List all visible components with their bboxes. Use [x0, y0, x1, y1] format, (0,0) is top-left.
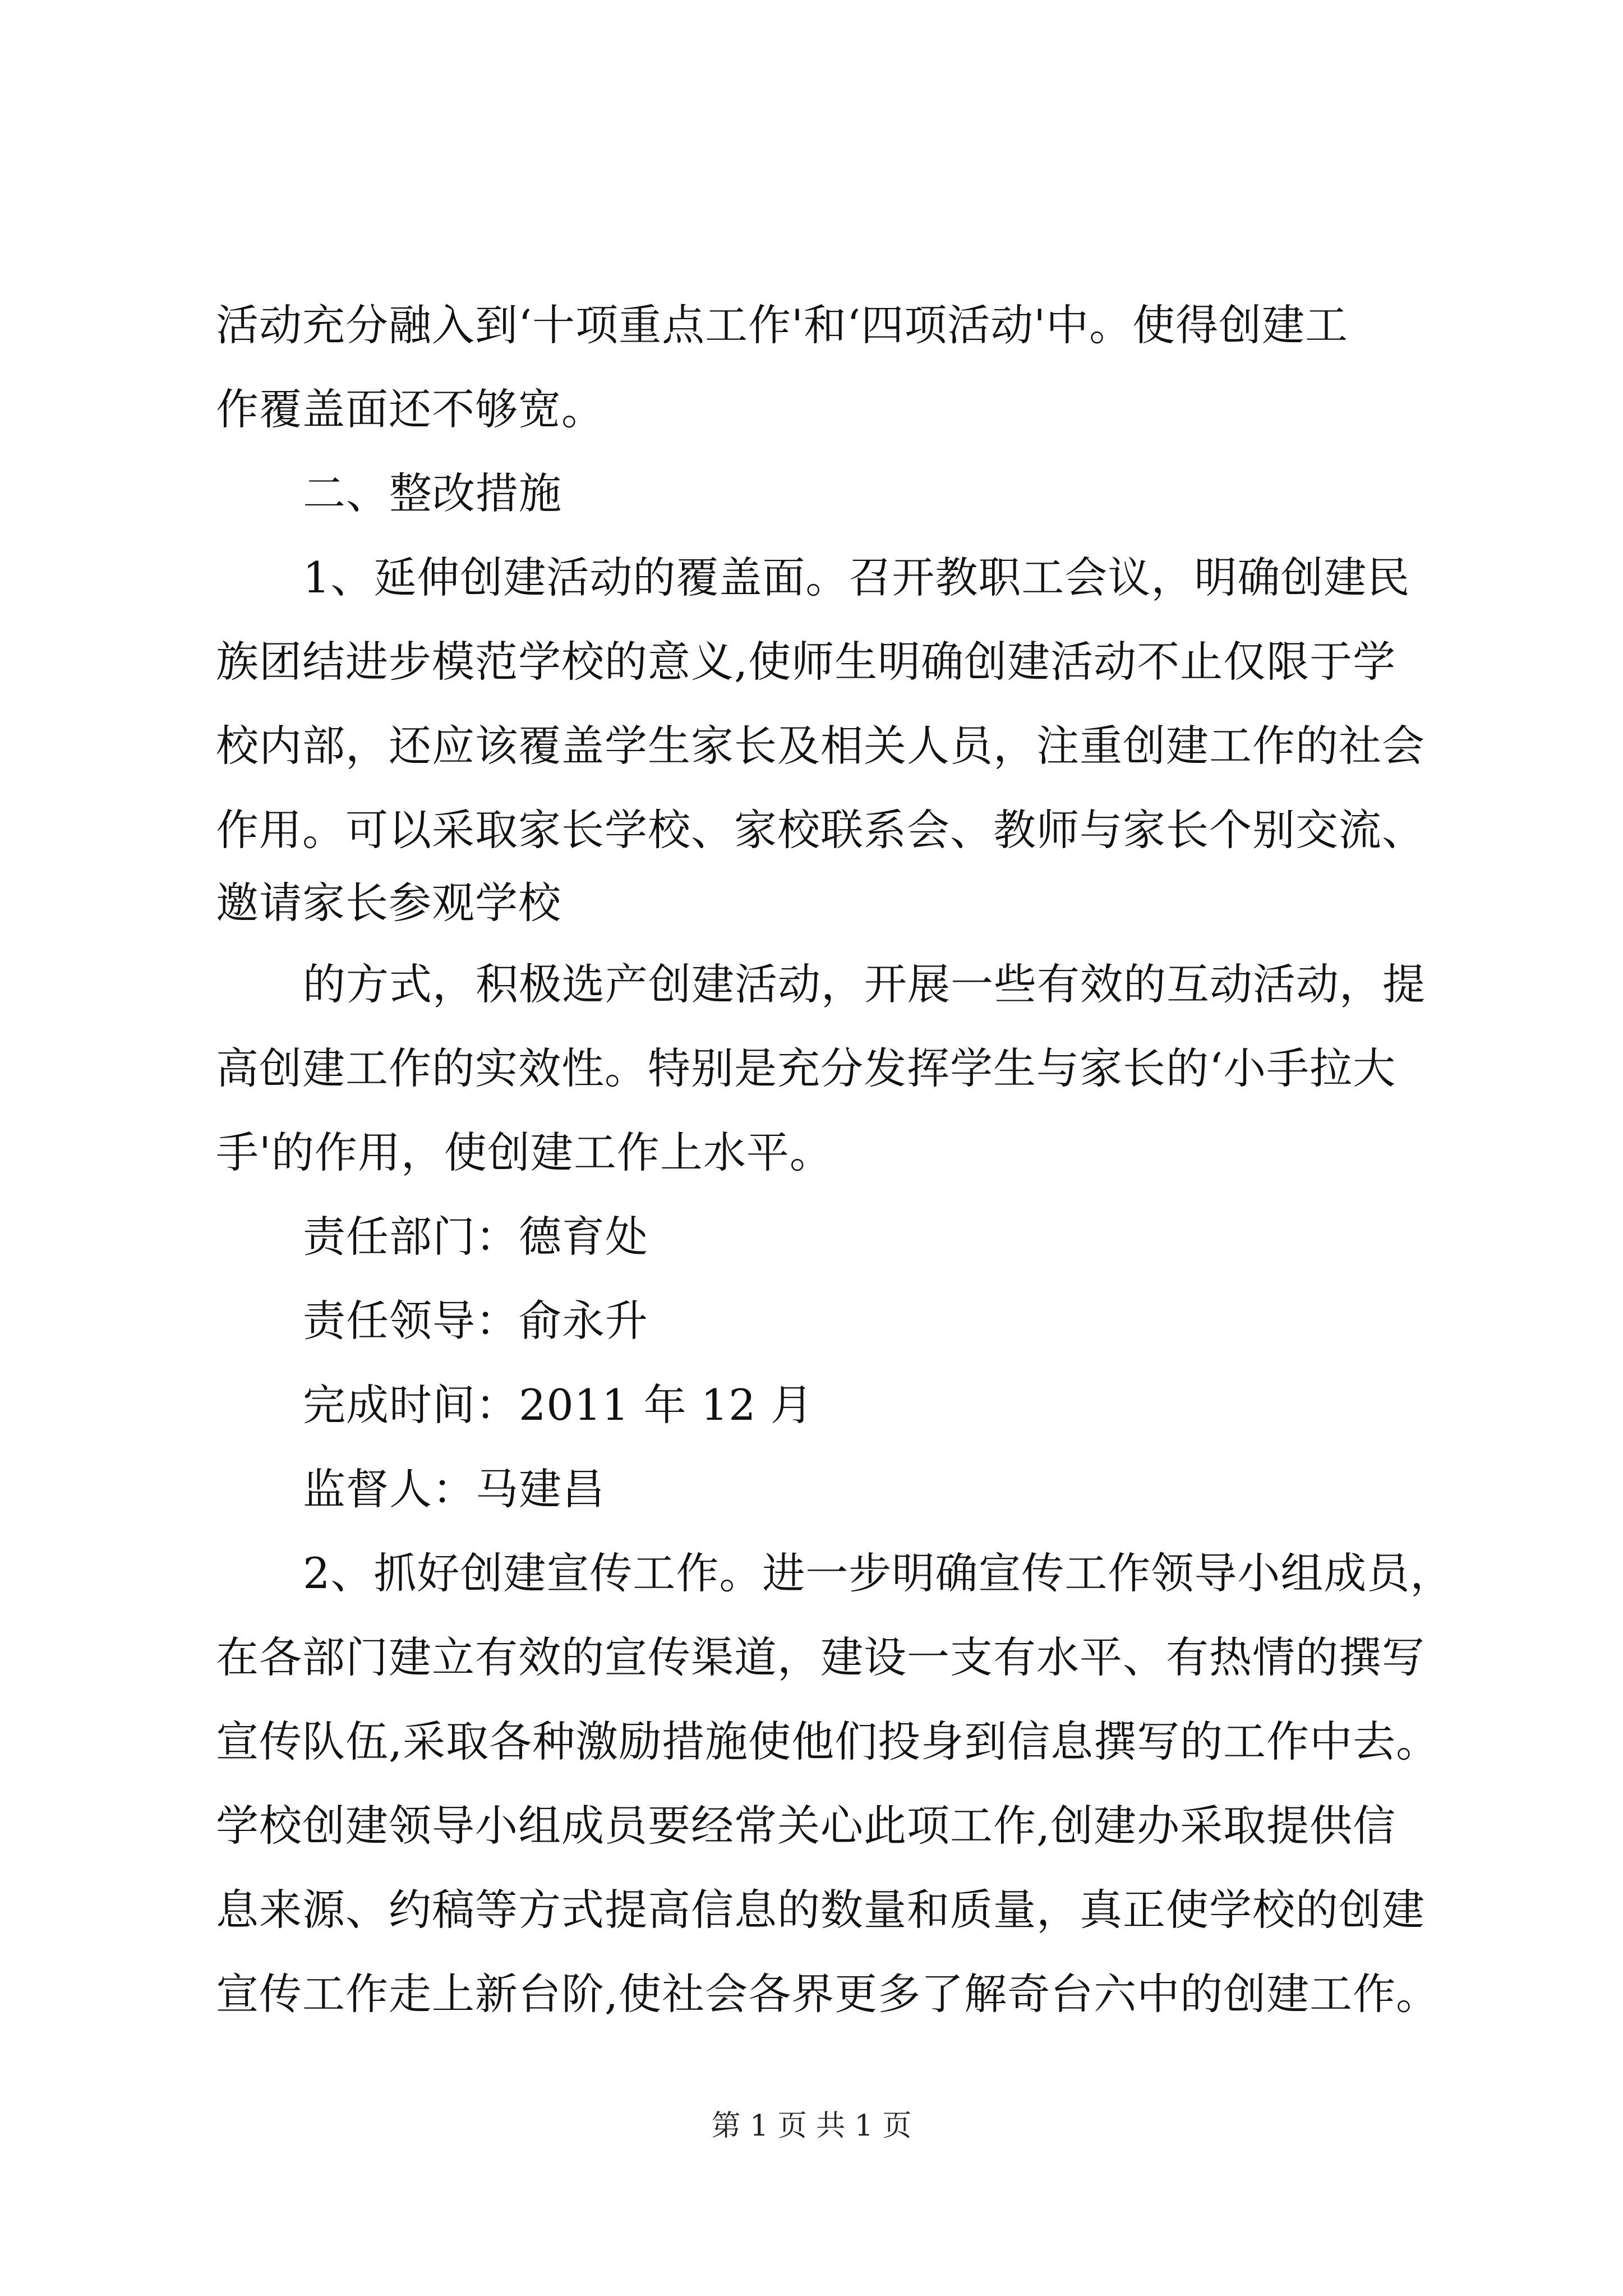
text-line-19: 学校创建领导小组成员要经常关心此项工作,创建办采取提供信 [216, 1801, 1396, 1851]
section-heading: 二、整改措施 [303, 468, 562, 518]
text-line-17: 在各部门建立有效的宣传渠道，建设一支有水平、有热情的撰写 [216, 1632, 1425, 1682]
responsible-leader: 责任领导：俞永升 [303, 1296, 648, 1346]
completion-time: 完成时间：2011 年 12 月 [303, 1380, 814, 1430]
text-line-4: 1、延伸创建活动的覆盖面。召开教职工会议，明确创建民 [303, 553, 1410, 602]
text-line-10: 高创建工作的实效性。特别是充分发挥学生与家长的‘小手拉大 [216, 1043, 1396, 1093]
text-line-1: 活动充分融入到‘十项重点工作'和‘四项活动'中。使得创建工 [216, 300, 1349, 350]
text-line-9: 的方式，积极选产创建活动，开展一些有效的互动活动，提 [303, 959, 1426, 1009]
text-line-20: 息来源、约稿等方式提高信息的数量和质量，真正使学校的创建 [216, 1885, 1425, 1935]
text-line-18: 宣传队伍,采取各种激励措施使他们投身到信息撰写的工作中去。 [216, 1717, 1440, 1766]
text-line-11: 手'的作用，使创建工作上水平。 [216, 1128, 833, 1177]
text-line-8: 邀请家长参观学校 [216, 878, 561, 928]
page-footer: 第 1 页 共 1 页 [711, 2109, 912, 2143]
text-line-16: 2、抓好创建宣传工作。进一步明确宣传工作领导小组成员， [303, 1548, 1454, 1598]
responsible-department: 责任部门：德育处 [303, 1212, 648, 1262]
text-line-5: 族团结进步模范学校的意义,使师生明确创建活动不止仅限于学 [216, 637, 1396, 687]
text-line-21: 宣传工作走上新台阶,使社会各界更多了解奇台六中的创建工作。 [216, 1969, 1440, 2019]
supervisor: 监督人：马建昌 [303, 1464, 605, 1514]
text-line-7: 作用。可以采取家长学校、家校联系会、教师与家长个别交流、 [216, 805, 1425, 855]
text-line-2: 作覆盖面还不够宽。 [216, 384, 605, 434]
text-line-6: 校内部，还应该覆盖学生家长及相关人员，注重创建工作的社会 [216, 721, 1425, 771]
